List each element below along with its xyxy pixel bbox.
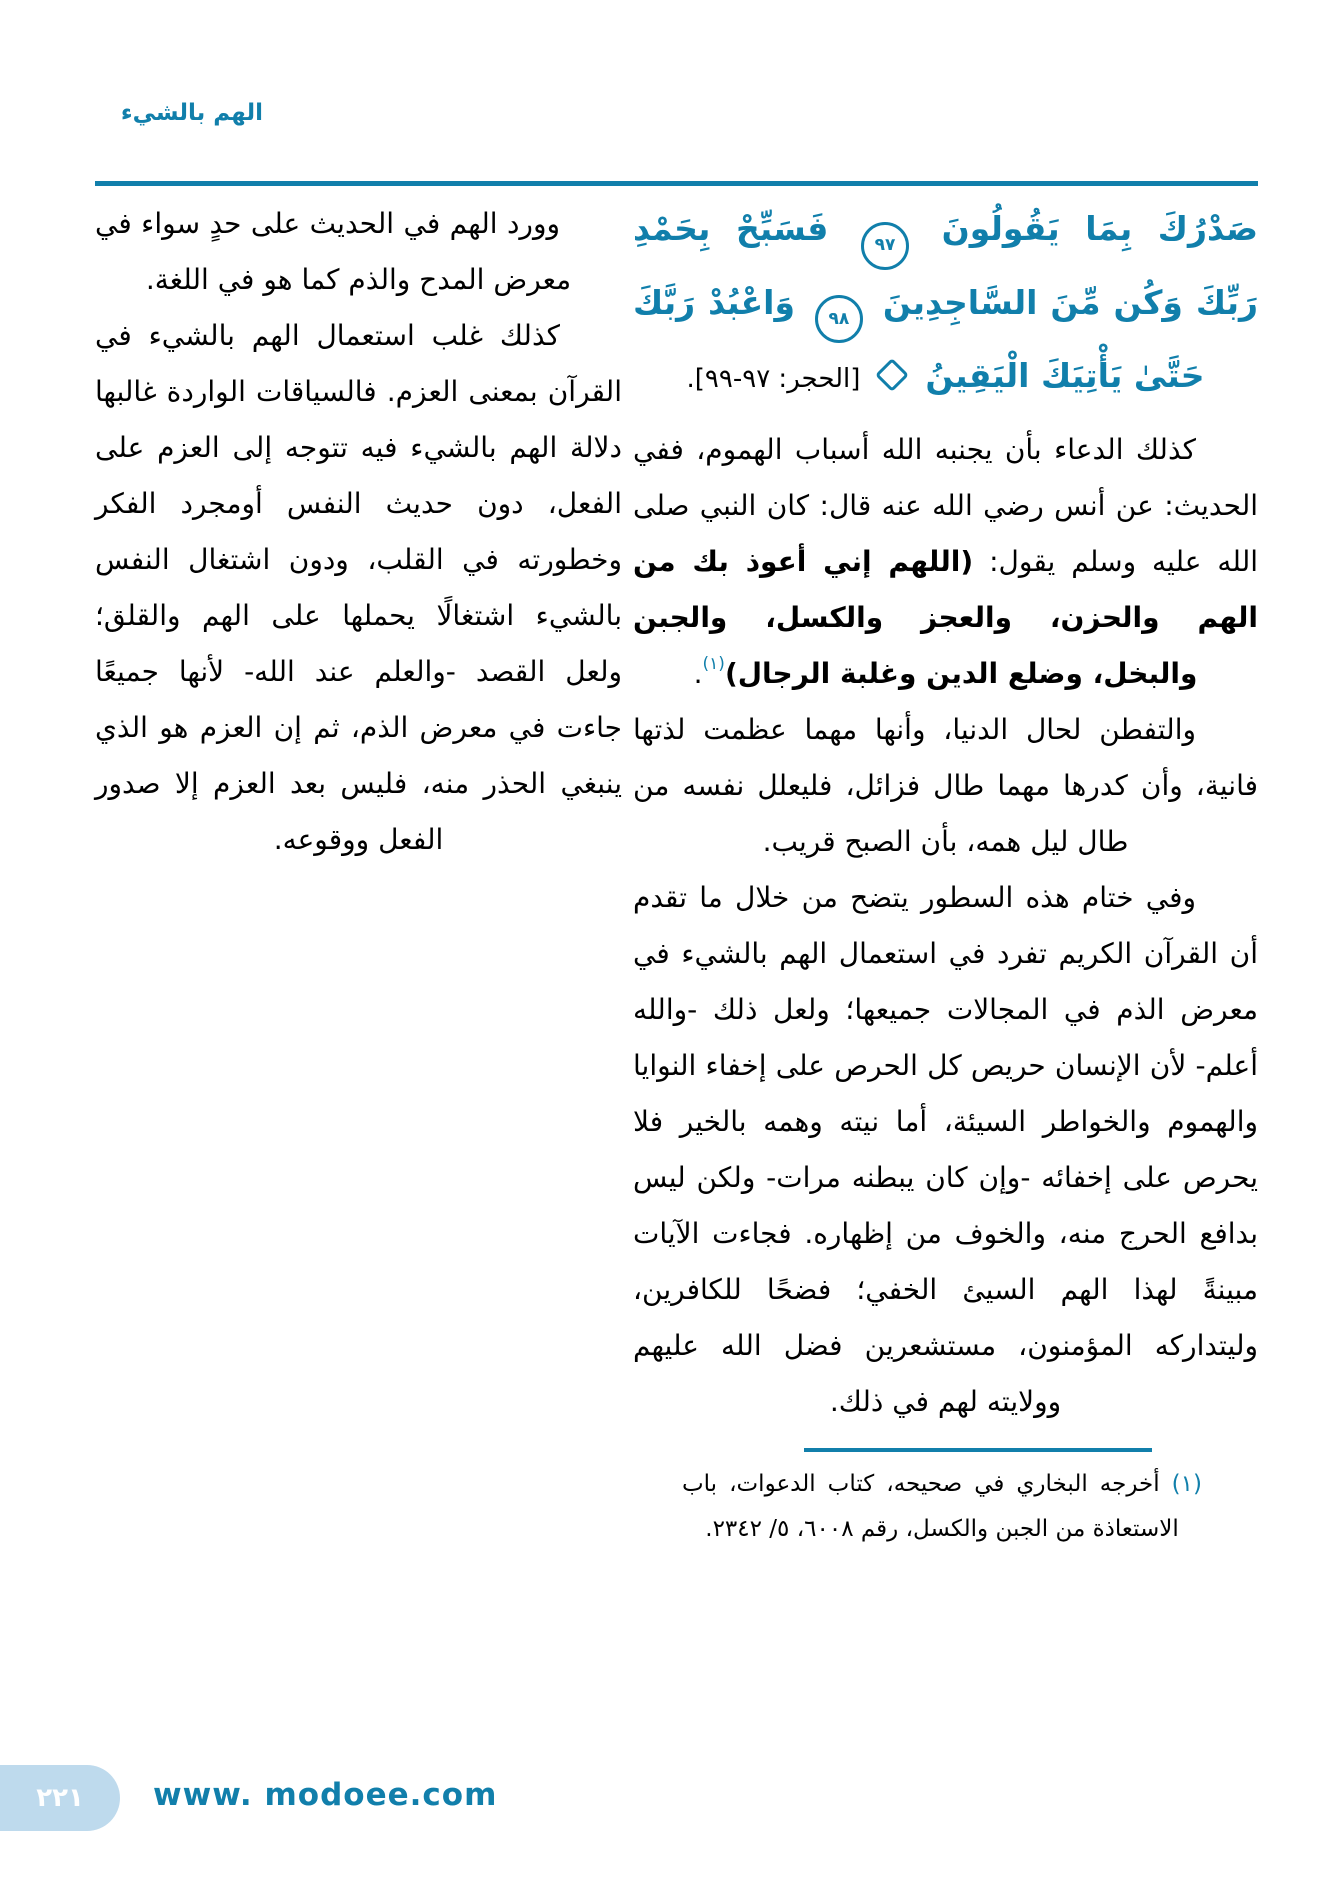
- hadith-quote: (اللهم إني أعوذ بك من الهم والحزن، والعجز والكسل، والجبن والبخل، وضلع الدين وغلبة الرجال): [633, 545, 1258, 690]
- ayah-number-98: ٩٨: [828, 308, 850, 329]
- quran-verse: [633, 196, 1258, 412]
- verse-segment-3: وَاعْبُدْ رَبَّكَ حَتَّىٰ يَأْتِيَكَ الْيَقِينُ: [633, 282, 1205, 395]
- footnote-number: (١): [1159, 1471, 1202, 1497]
- page-number-pill: [0, 1765, 120, 1831]
- chapter-title-calligraphy: الهم بالشيء: [120, 100, 263, 126]
- paragraph-quran-usage: كذلك غلب استعمال الهم بالشيء في القرآن بمعنى العزم. فالسياقات الواردة غالبها دلالة الهم بالشيء فيه تتوجه إلى العزم على الفعل، دون حديث النفس أومجرد الفكر وخطورته في القلب، ودون اشتغال النفس بالشيء اشتغالًا يحملها على الهم والقلق؛ ولعل القصد -والعلم عند الله- لأنها جميعًا جاءت في معرض الذم، ثم إن العزم هو الذي ينبغي الحذر منه، فليس بعد العزم إلا صدور الفعل ووقوعه.: [95, 319, 622, 856]
- left-column: [95, 196, 622, 868]
- footnote: [682, 1462, 1202, 1552]
- paragraph-dua-end: .: [693, 657, 703, 690]
- right-column: [633, 196, 1258, 1552]
- website-url: www. modoee.com: [153, 1777, 498, 1813]
- paragraph-conclusion: وفي ختام هذه السطور يتضح من خلال ما تقدم أن القرآن الكريم تفرد في استعمال الهم بالشيء في معرض الذم في المجالات جميعها؛ ولعل ذلك -والله أعلم- لأن الإنسان حريص كل الحرص على إخفاء النوايا والهموم والخواطر السيئة، أما نيته وهمه بالخير فلا يحرص على إخفائه -وإن كان يبطنه مرات- ولكن ليس بدافع الحرج منه، والخوف من إظهاره. فجاءت الآيات مبينةً لهذا الهم السيئ الخفي؛ فضحًا للكافرين، وليتداركه المؤمنون، مستشعرين فضل الله عليهم وولايته لهم في ذلك.: [633, 881, 1258, 1418]
- page-number: ٢٢١: [36, 1783, 84, 1813]
- footnote-reference-marker: (١): [702, 654, 725, 674]
- verse-segment-2: فَسَبِّحْ بِحَمْدِ رَبِّكَ وَكُن مِّنَ السَّاجِدِينَ: [633, 209, 1258, 322]
- verse-segment-1: صَدْرُكَ بِمَا يَقُولُونَ: [941, 209, 1258, 248]
- ayah-number-98-medallion: [815, 295, 863, 343]
- ayah-number-97: ٩٧: [874, 235, 896, 255]
- verse-end-ornament-icon: [875, 358, 909, 392]
- paragraph-dunya: والتفطن لحال الدنيا، وأنها مهما عظمت لذتها فانية، وأن كدرها مهما طال فزائل، فليعلل نفسه من طال ليل همه، بأن الصبح قريب.: [633, 713, 1258, 858]
- paragraph-dua: [633, 422, 1258, 702]
- verse-reference: [الحجر: ٩٧-٩٩].: [686, 364, 861, 394]
- header-rule: [95, 181, 1258, 186]
- ayah-number-97-medallion: [861, 222, 909, 270]
- footnote-text: أخرجه البخاري في صحيحه، كتاب الدعوات، باب الاستعاذة من الجبن والكسل، رقم ٦٠٠٨، ٥/ ٢٣٤٢.: [682, 1471, 1179, 1542]
- paragraph-hadith-usage: وورد الهم في الحديث على حدٍ سواء في معرض المدح والذم كما هو في اللغة.: [95, 207, 572, 296]
- footnote-separator-rule: [804, 1448, 1152, 1452]
- paragraph-dua-intro: كذلك الدعاء بأن يجنبه الله أسباب الهموم، ففي الحديث: عن أنس رضي الله عنه قال: كان النبي صلى الله عليه وسلم يقول:: [633, 433, 1259, 578]
